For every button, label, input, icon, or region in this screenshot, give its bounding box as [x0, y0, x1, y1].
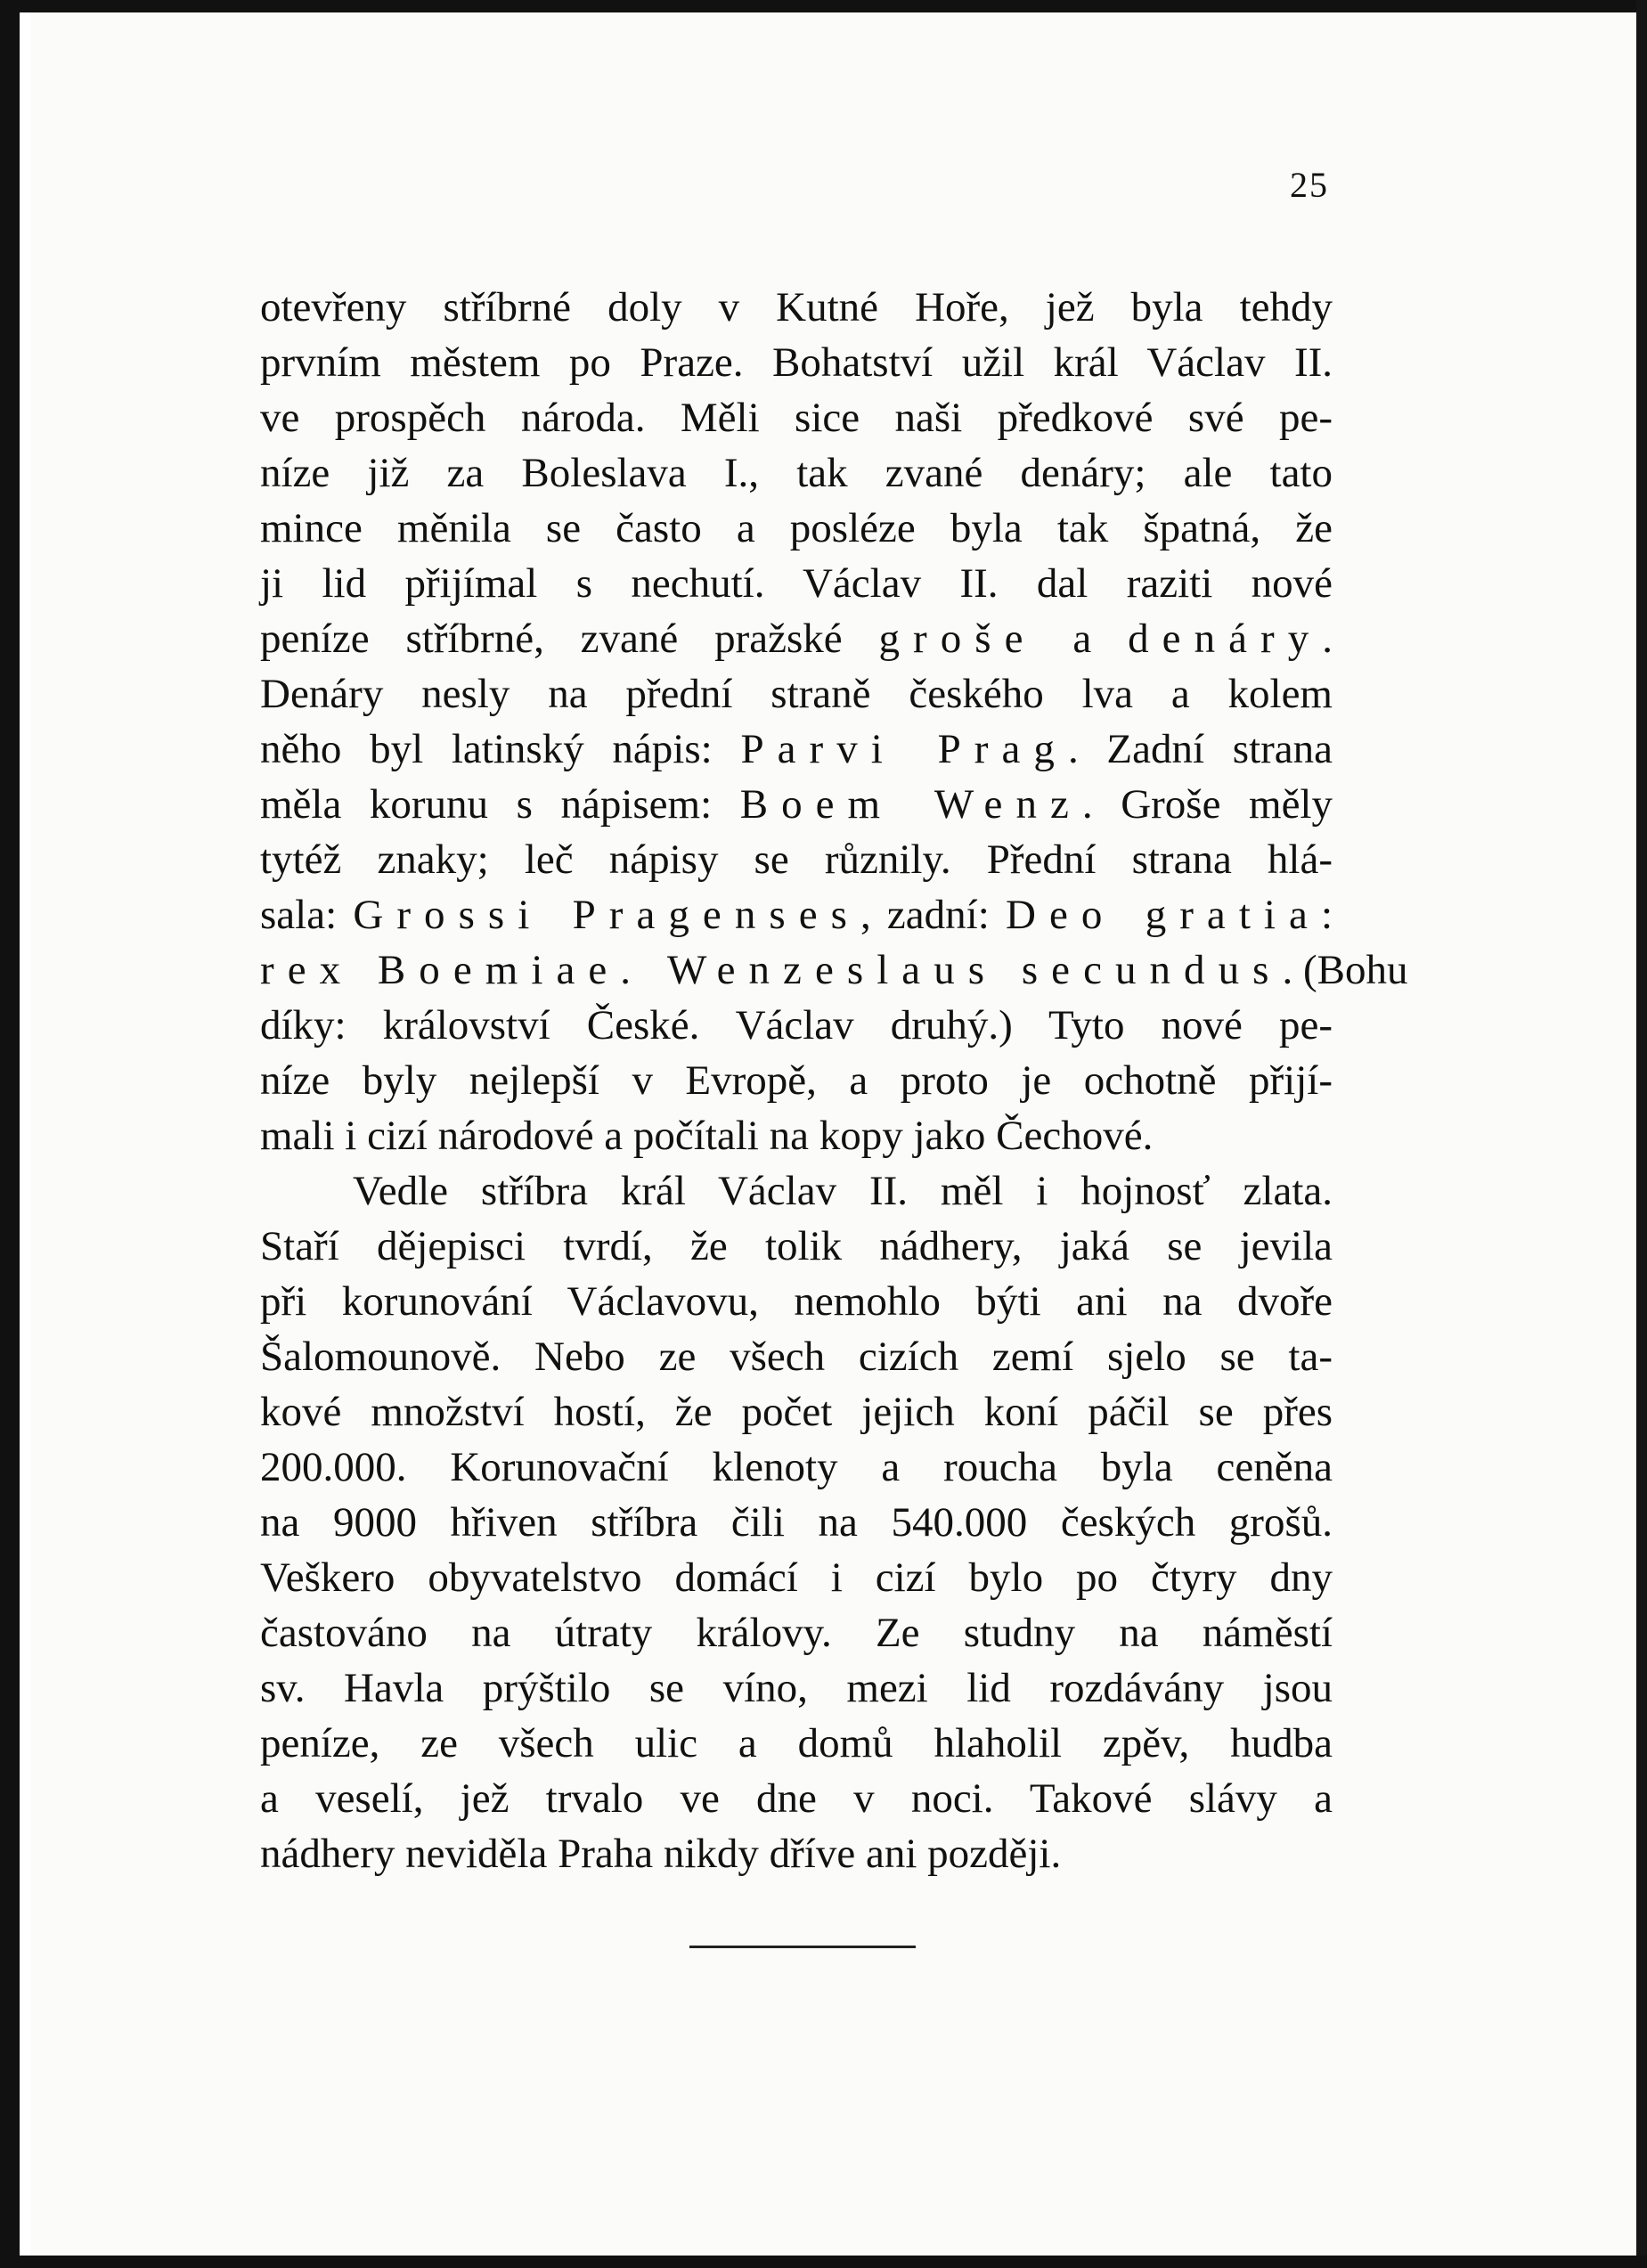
text-line: častováno na útraty královy. Ze studny na náměstí [260, 1610, 1333, 1656]
book-page [30, 12, 1636, 2256]
text-line: Denáry nesly na přední straně českého lva a kolem [260, 671, 1333, 717]
scan-border-top [0, 0, 1647, 12]
text-line: níze byly nejlepší v Evropě, a proto je ochotně přijí- [260, 1057, 1333, 1104]
text-line: prvním městem po Praze. Bohatství užil král Václav II. [260, 339, 1333, 386]
spaced-term: Grossi Pragenses [353, 892, 860, 938]
spaced-term: Parvi Prag [740, 726, 1068, 772]
scan-border-right [1636, 0, 1647, 2268]
spaced-term: Deo gratia [1006, 892, 1321, 938]
text-line: Vedle stříbra král Václav II. měl i hojnosť zlata. [353, 1168, 1333, 1214]
text-line: a veselí, jež trvalo ve dne v noci. Takové slávy a [260, 1775, 1333, 1822]
spaced-term: rex Boemiae. Wenzeslaus secundus [260, 947, 1283, 993]
text-line: peníze, ze všech ulic a domů hlaholil zpěv, hudba [260, 1720, 1333, 1766]
text-line: nádhery neviděla Praha nikdy dříve ani později. [260, 1831, 1062, 1877]
text-line: Šalomounově. Nebo ze všech cizích zemí sjelo se ta- [260, 1334, 1333, 1380]
text-line: tytéž znaky; leč nápisy se různily. Přední strana hlá- [260, 836, 1333, 883]
text-line: měla korunu s nápisem: Boem Wenz. Groše měly [260, 781, 1333, 828]
text-line: na 9000 hřiven stříbra čili na 540.000 českých grošů. [260, 1499, 1333, 1546]
text-line: otevřeny stříbrné doly v Kutné Hoře, jež byla tehdy [260, 284, 1333, 330]
text-line: níze již za Boleslava I., tak zvané denáry; ale tato [260, 450, 1333, 496]
spaced-term: denáry [1128, 616, 1323, 662]
text-line: kové množství hostí, že počet jejich koní páčil se přes [260, 1389, 1333, 1435]
body-text [260, 280, 1408, 1881]
text-line: při korunování Václavovu, nemohlo býti ani na dvoře [260, 1278, 1333, 1325]
text-line: mince měnila se často a posléze byla tak špatná, že [260, 505, 1333, 551]
text-line: ve prospěch národa. Měli sice naši předkové své pe- [260, 395, 1333, 441]
text-line: Veškero obyvatelstvo domácí i cizí bylo po čtyry dny [260, 1554, 1333, 1601]
text-line: ji lid přijímal s nechutí. Václav II. dal raziti nové [260, 560, 1333, 607]
spaced-term: Boem Wenz [739, 781, 1082, 828]
text-line: peníze stříbrné, zvané pražské groše a denáry. [260, 616, 1333, 662]
spaced-term: groše [878, 616, 1037, 662]
text-line: rex Boemiae. Wenzeslaus secundus. (Bohu [260, 947, 1408, 993]
scan-border-left [0, 0, 20, 2268]
text-line: sv. Havla prýštilo se víno, mezi lid rozdávány jsou [260, 1665, 1333, 1711]
closing-rule [689, 1946, 916, 1948]
text-line: 200.000. Korunovační klenoty a roucha byla ceněna [260, 1444, 1333, 1490]
text-line: sala: Grossi Pragenses, zadní: Deo gratia: [260, 892, 1333, 938]
text-line: Staří dějepisci tvrdí, že tolik nádhery, jaká se jevila [260, 1223, 1333, 1269]
text-line: něho byl latinský nápis: Parvi Prag. Zadní strana [260, 726, 1333, 772]
page-number: 25 [1290, 165, 1329, 205]
scan-border-bottom [0, 2256, 1647, 2268]
text-line: díky: království České. Václav druhý.) Tyto nové pe- [260, 1002, 1333, 1048]
text-line: mali i cizí národové a počítali na kopy jako Čechové. [260, 1113, 1154, 1159]
